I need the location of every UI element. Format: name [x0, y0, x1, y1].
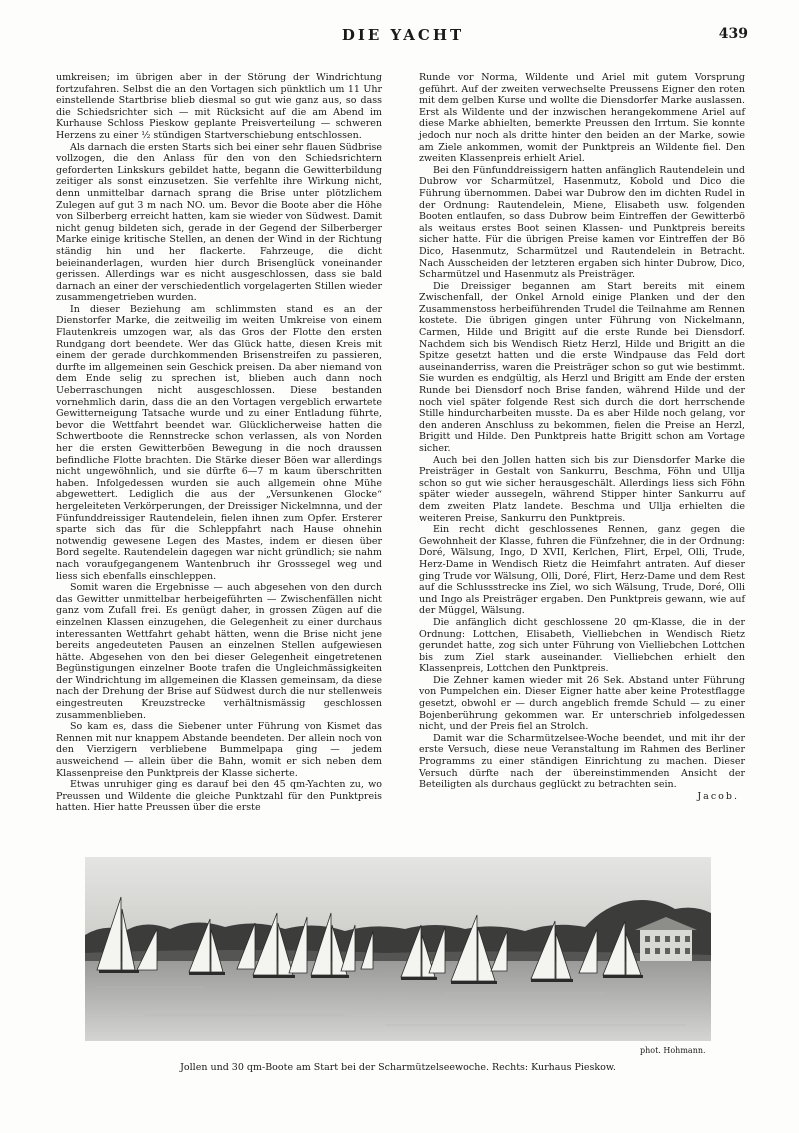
paragraph: umkreisen; im übrigen aber in der Störung der Windrichtung fortzufahren. Selbst die an den Vortagen sich pünktlich um 11 Uhr einstellende Startbrise blieb diesmal so gut wie ganz aus, so dass die Schiedsrichter sich — mit Rücksicht auf die am Abend im Kurhause Schloss Pieskow geplante Preisverteilung — schweren Herzens zu einer ½ stündigen Startverschiebung entschlossen.	[56, 72, 382, 141]
paragraph: Bei den Fünfunddreissigern hatten anfänglich Rautendelein und Dubrow vor Scharmützel, Hasenmutz, Kobold und Dico die Führung übernommen. Dabei war Dubrow den im dichten Rudel in der Ordnung: Rautendelein, Miene, Elisabeth usw. folgenden Booten entlaufen, so dass Dubrow beim Eintreffen der Gewitterbö als weitaus erstes Boot seinen Klassen- und Punktpreis bereits sicher hatte. Für die übrigen Preise kamen vor Eintreffen der Bö Dico, Hasenmutz, Scharmützel und Rautendelein in Betracht. Nach Ausscheiden der letzteren ergaben sich hinter Dubrow, Dico, Scharmützel und Hasenmutz als Preisträger.	[419, 164, 745, 281]
paragraph: Etwas unruhiger ging es darauf bei den 45 qm-Yachten zu, wo Preussen und Wildente die gleiche Punktzahl für den Punktpreis hatten. Hier hatte Preussen über die erste	[56, 779, 382, 814]
right-text-column	[419, 72, 745, 802]
paragraph: Die Dreissiger begannen am Start bereits mit einem Zwischenfall, der Onkel Arnold einige Planken und der den Zusammenstoss herbeiführenden Trudel die Teilnahme am Rennen kostete. Die übrigen gingen unter Führung von Nickelmann, Carmen, Hilde und Brigitt auf die erste Runde bei Diensdorf. Nachdem sich bis Wendisch Rietz Herzl, Hilde und Brigitt an die Spitze gesetzt hatten und die erste Windpause das Feld dort auseinanderriss, waren die Preisträger schon so gut wie bestimmt. Sie wurden es endgültig, als Herzl und Brigitt am Ende der ersten Runde bei Diensdorf noch Brise fanden, während Hilde und der noch viel später folgende Rest sich durch die dort herrschende Stille hindurcharbeiten musste. Da es aber Hilde noch gelang, vor den anderen Anschluss zu bekommen, fielen die Preise an Herzl, Brigitt und Hilde. Den Punktpreis hatte Brigitt schon am Vortage sicher.	[419, 280, 745, 454]
page-header	[58, 26, 748, 50]
author-signature: Jacob.	[697, 790, 739, 802]
left-text-column	[56, 72, 382, 814]
regatta-photo	[85, 857, 711, 1041]
paragraph: Somit waren die Ergebnisse — auch abgesehen von den durch das Gewitter unmittelbar herbeigeführten — Zwischenfällen nicht ganz vom Zufall frei. Es genügt daher, in grossen Zügen auf die einzelnen Klassen einzugehen, die Gelegenheit zu einer durchaus interessanten Wettfahrt gehabt hätten, wenn die Brise nicht jene bereits angedeuteten Pausen an einzelnen Stellen aufgewiesen hätte. Abgesehen von den bei dieser Gelegenheit eingetretenen Begünstigungen einzelner Boote trafen die Ungleichmässigkeiten der Windrichtung im allgemeinen die Klassen gemeinsam, da diese nach der Drehung der Brise auf Südwest durch die nur stellenweis eingestreuten Kreuzstrecke verhältnismässig geschlossen zusammenblieben.	[56, 582, 382, 721]
paragraph: Runde vor Norma, Wildente und Ariel mit gutem Vorsprung geführt. Auf der zweiten verwechselte Preussens Eigner den roten mit dem gelben Kurse und wollte die Diensdorfer Marke auslassen. Erst als Wildente und der inzwischen herangekommene Ariel auf diese Marke abhielten, bemerkte Preussen den Irrtum. Sie konnte jedoch nur noch als dritte hinter den beiden an der Marke, sowie am Ziele ankommen, womit der Punktpreis an Wildente fiel. Den zweiten Klassenpreis erhielt Ariel.	[419, 72, 745, 165]
paragraph: Die anfänglich dicht geschlossene 20 qm-Klasse, die in der Ordnung: Lottchen, Elisabeth, Vielliebchen in Wendisch Rietz gerundet hatte, zog sich unter Führung von Vielliebchen Lottchen bis zum Ziel stark auseinander. Vielliebchen erhielt den Klassenpreis, Lottchen den Punktpreis.	[419, 616, 745, 675]
sailboats-illustration	[85, 857, 711, 1041]
paragraph: So kam es, dass die Siebener unter Führung von Kismet das Rennen mit nur knappem Abstande beendeten. Der allein noch von den Vierzigern verbliebene Bummelpapa ging — jedem ausweichend — allein über die Bahn, womit er sich neben dem Klassenpreise den Punktpreis der Klasse sicherte.	[56, 721, 382, 779]
paragraph: Damit war die Scharmützelsee-Woche beendet, und mit ihr der erste Versuch, diese neue Veranstaltung im Rahmen des Berliner Programms zu einer ständigen Einrichtung zu machen. Dieser Versuch dürfte nach der übereinstimmenden Ansicht der Beteiligten als durchaus geglückt zu betrachten sein.	[419, 732, 745, 791]
journal-title: DIE YACHT	[341, 26, 465, 44]
photo-caption: Jollen und 30 qm-Boote am Start bei der Scharmützelseewoche. Rechts: Kurhaus Pieskow.	[180, 1062, 616, 1073]
photo-credit: phot. Hohmann.	[640, 1046, 706, 1055]
paragraph: Ein recht dicht geschlossenes Rennen, ganz gegen die Gewohnheit der Klasse, fuhren die Fünfzehner, die in der Ordnung: Doré, Wälsung, Ingo, D XVII, Kerlchen, Flirt, Erpel, Olli, Trude, Herz-Dame in Wendisch Rietz die Heimfahrt antraten. Auf dieser ging Trude vor Wälsung, Olli, Doré, Flirt, Herz-Dame und dem Rest auf die Schlussstrecke ins Ziel, wo sich Wälsung, Trude, Doré, Olli und Ingo als Preisträger ergaben. Den Punktpreis gewann, wie auf der Müggel, Wälsung.	[419, 524, 745, 617]
paragraph: In dieser Beziehung am schlimmsten stand es an der Dienstorfer Marke, die zeitweilig im weiten Umkreise von einem Flautenkreis umzogen war, als das Gros der Flotte den ersten Rundgang dort beendete. Wer das Glück hatte, diesen Kreis mit einem der gerade durchkommenden Brisenstreifen zu passieren, durfte im allgemeinen sein Geschick preisen. Da aber niemand von dem Ende selig zu sprechen ist, blieben auch dann noch Ueberraschungen nicht ausgeschlossen. Diese bestanden vornehmlich darin, dass die an den Vortagen vergeblich erwartete Gewitterneigung Tatsache wurde und zu einer Entladung führte, bevor die Wettfahrt beendet war. Glücklicherweise hatten die Schwertboote die Rennstrecke schon verlassen, als von Norden her die ersten Gewitterböen Bewegung in die noch draussen befindliche Flotte brachten. Die Stärke dieser Böen war allerdings nicht ungewöhnlich, und sie dürfte 6—7 m kaum überschritten haben. Infolgedessen wurden sie auch allgemein ohne Mühe abgewettert. Lediglich die aus der „Versunkenen Glocke“ hergeleiteten Verkörperungen, der Dreissiger Nickelmnna, und der Fünfunddreissiger Rautendelein, fielen ihnen zum Opfer. Ersterer sparte sich das für die Schleppfahrt nach Hause ohnehin notwendig gewesene Legen des Mastes, indem er diesen über Bord segelte. Rautendelein dagegen war nicht gründlich; sie nahm nach voraufgegangenem Wantenbruch ihr Grosssegel weg und liess sich ebenfalls einschleppen.	[56, 303, 382, 582]
paragraph: Auch bei den Jollen hatten sich bis zur Diensdorfer Marke die Preisträger in Gestalt von Sankurru, Beschma, Föhn und Ullja schon so gut wie sicher herausgeschält. Allerdings liess sich Föhn später wieder aussegeln, während Stipper hinter Sankurru auf dem zweiten Platz landete. Beschma und Ullja erhielten die weiteren Preise, Sankurru den Punktpreis.	[419, 454, 745, 524]
paragraph: Als darnach die ersten Starts sich bei einer sehr flauen Südbrise vollzogen, die den Anlass für den von den Schiedsrichtern geforderten Linkskurs gebildet hatte, begann die Gewitterbildung zeitiger als sonst einzusetzen. Sie verfehlte ihre Wirkung nicht, denn unmittelbar darnach sprang die Brise unter plötzlichem Zulegen auf gut 3 m nach NO. um. Bevor die Boote aber die Höhe von Silberberg erreicht hatten, kam sie wieder von Südwest. Damit nicht genug bildeten sich, gerade in der Gegend der Silberberger Marke einige kritische Stellen, an denen der Wind in der Richtung ständig hin und her flackerte. Fahrzeuge, die dicht beieinanderlagen, wurden hier durch Brisenglück voneinander gerissen. Allerdings war es nicht ausgeschlossen, dass sie bald darnach an einer der verschiedentlich vorgelagerten Stillen wieder zusammengetrieben wurden.	[56, 141, 382, 304]
page-number: 439	[718, 26, 748, 42]
paragraph: Die Zehner kamen wieder mit 26 Sek. Abstand unter Führung von Pumpelchen ein. Dieser Eigner hatte aber keine Protestflagge gesetzt, obwohl er — durch angeblich fremde Schuld — zu einer Bojenberührung gekommen war. Er unterschrieb infolgedessen nicht, und der Preis fiel an Strolch.	[419, 674, 745, 733]
